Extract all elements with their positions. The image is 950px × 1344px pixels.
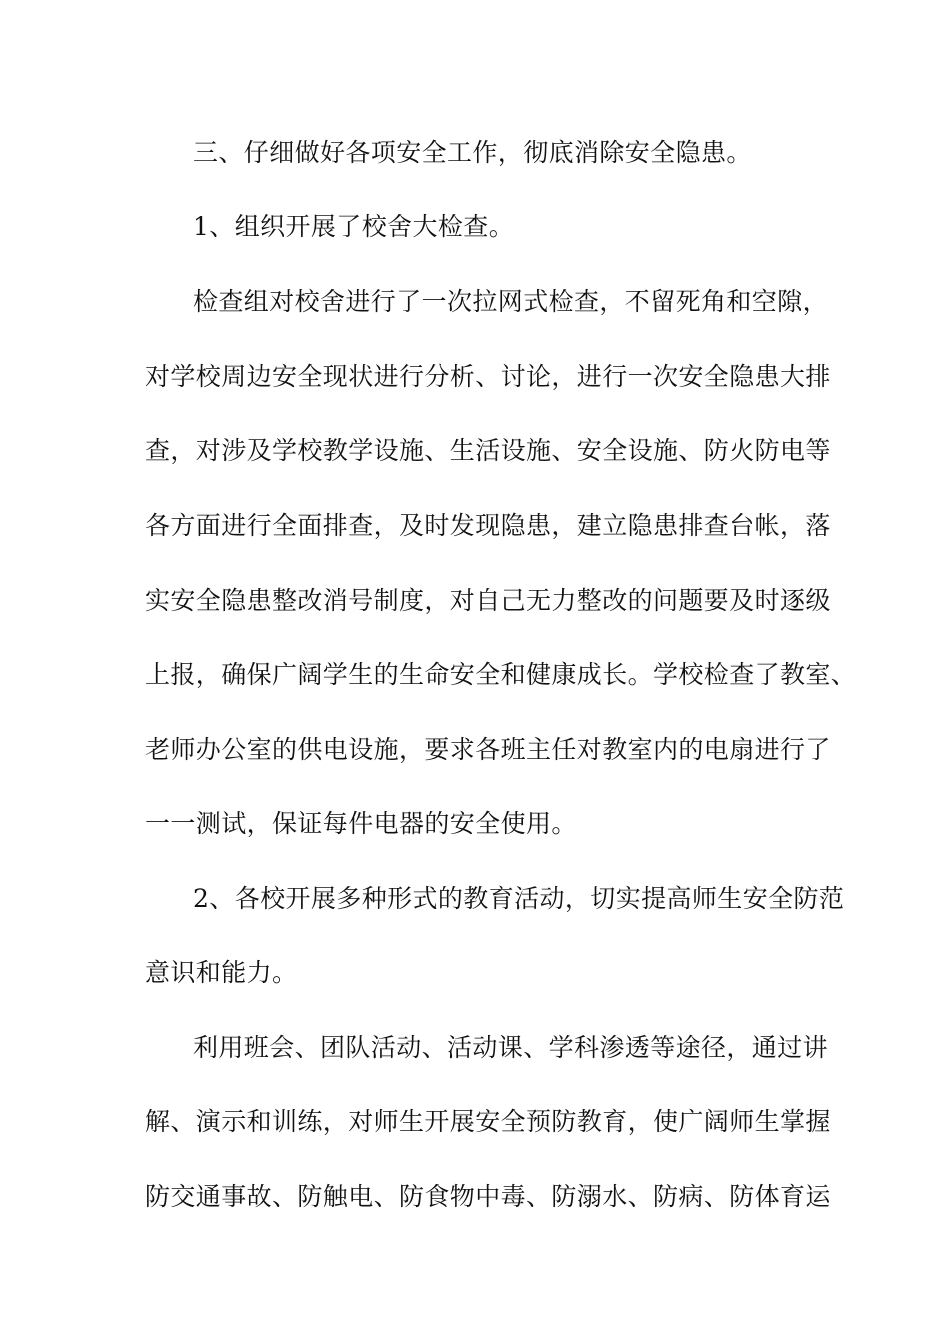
subsection-heading: 1、组织开展了校舍大检查。 bbox=[193, 212, 515, 241]
paragraph-line: 一一测试，保证每件电器的安全使用。 bbox=[145, 809, 577, 838]
paragraph-line: 对学校周边安全现状进行分析、讨论，进行一次安全隐患大排 bbox=[145, 362, 831, 391]
paragraph-line: 解、演示和训练，对师生开展安全预防教育，使广阔师生掌握 bbox=[145, 1107, 831, 1136]
paragraph-line: 利用班会、团队活动、活动课、学科渗透等途径，通过讲 bbox=[193, 1033, 829, 1062]
paragraph-line: 意识和能力。 bbox=[145, 958, 298, 987]
paragraph-line: 防交通事故、防触电、防食物中毒、防溺水、防病、防体育运 bbox=[145, 1182, 831, 1211]
paragraph-line: 各方面进行全面排查，及时发现隐患，建立隐患排查台帐，落 bbox=[145, 511, 831, 540]
section-heading: 三、仔细做好各项安全工作，彻底消除安全隐患。 bbox=[193, 138, 752, 167]
paragraph-line: 检查组对校舍进行了一次拉网式检查，不留死角和空隙， bbox=[193, 287, 829, 316]
subsection-heading: 2、各校开展多种形式的教育活动，切实提高师生安全防范 bbox=[193, 884, 845, 913]
paragraph-line: 上报，确保广阔学生的生命安全和健康成长。学校检查了教室、 bbox=[145, 660, 857, 689]
paragraph-line: 老师办公室的供电设施，要求各班主任对教室内的电扇进行了 bbox=[145, 735, 831, 764]
paragraph-line: 实安全隐患整改消号制度，对自己无力整改的问题要及时逐级 bbox=[145, 586, 831, 615]
paragraph-line: 查，对涉及学校教学设施、生活设施、安全设施、防火防电等 bbox=[145, 436, 831, 465]
